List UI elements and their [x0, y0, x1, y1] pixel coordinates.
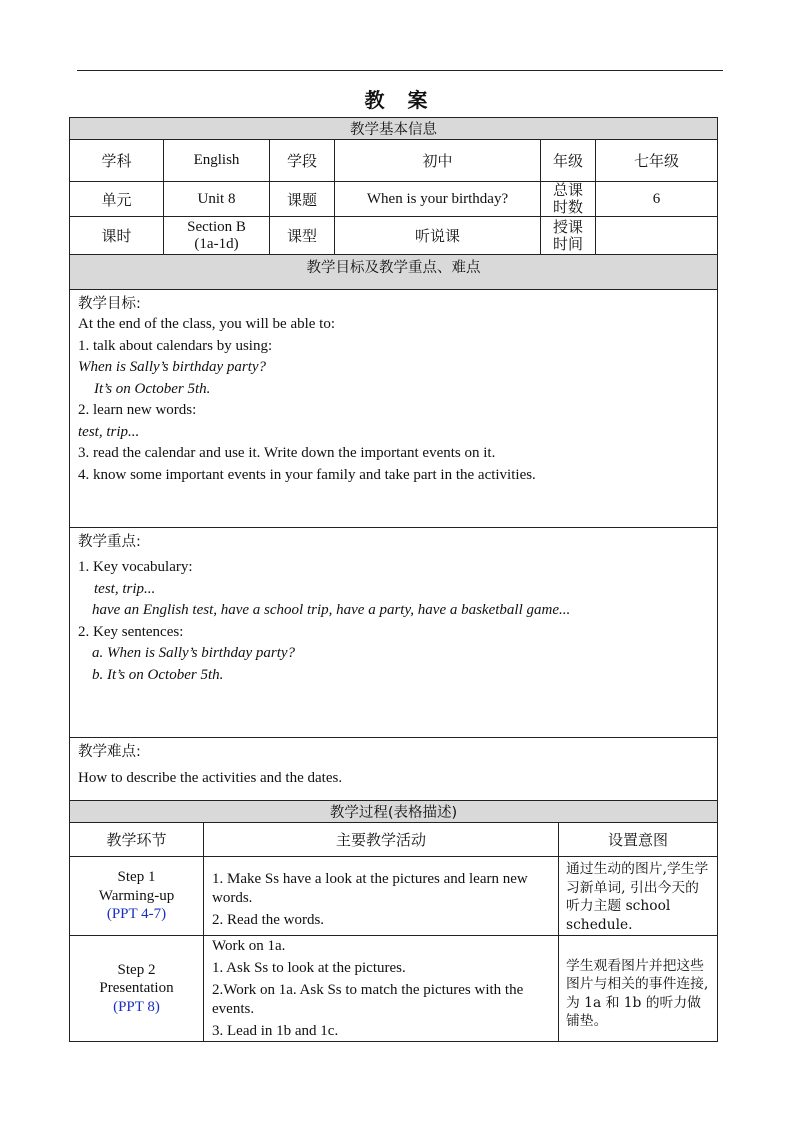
label-topic: 课题 — [270, 182, 335, 217]
label-period: 课时 — [70, 217, 164, 255]
label-subject: 学科 — [70, 140, 164, 182]
activity-line: Work on 1a. — [212, 938, 286, 954]
table-row — [70, 936, 718, 1042]
column-header-step: 教学环节 — [70, 823, 204, 857]
value-period: Section B (1a-1d) — [164, 217, 270, 255]
activity-line: 2.Work on 1a. Ask Ss to match the pictures with the events. — [212, 982, 524, 1017]
step-cell — [70, 857, 204, 936]
key-title: 教学重点: — [78, 534, 141, 550]
activity-cell — [204, 857, 559, 936]
difficult-title: 教学难点: — [78, 744, 141, 760]
key-line: a. When is Sally’s birthday party? — [92, 645, 296, 661]
objectives-header: 教学目标及教学重点、难点 — [70, 255, 718, 290]
column-header-activity: 主要教学活动 — [204, 823, 559, 857]
label-unit: 单元 — [70, 182, 164, 217]
activity-cell — [204, 936, 559, 1042]
process-table — [69, 800, 718, 1042]
goals-line: It’s on October 5th. — [94, 380, 211, 397]
label-grade: 年级 — [541, 140, 596, 182]
header-rule — [77, 70, 723, 71]
key-line: test, trip... — [94, 580, 156, 597]
goals-line: 2. learn new words: — [78, 402, 197, 418]
goals-line: At the end of the class, you will be able to: — [78, 316, 336, 332]
step-number: Step 1 — [117, 869, 156, 886]
step-name: Warming-up — [98, 887, 175, 904]
basic-info-table — [69, 117, 718, 806]
value-topic: When is your birthday? — [335, 182, 541, 217]
activity-line: 1. Make Ss have a look at the pictures and learn new words. — [212, 871, 528, 906]
column-header-purpose: 设置意图 — [559, 823, 718, 857]
purpose-cell: 学生观看图片并把这些图片与相关的事件连接, 为 1a 和 1b 的听力做铺垫。 — [559, 936, 718, 1042]
ppt-reference: (PPT 4-7) — [106, 906, 167, 923]
ppt-reference: (PPT 8) — [113, 998, 160, 1015]
goals-line: test, trip... — [78, 423, 140, 440]
value-teach-time — [596, 217, 718, 255]
step-number: Step 2 — [117, 961, 156, 978]
activity-line: 1. Ask Ss to look at the pictures. — [212, 960, 406, 976]
value-lesson-type: 听说课 — [335, 217, 541, 255]
label-teach-time: 授课 时间 — [541, 217, 596, 255]
label-lesson-type: 课型 — [270, 217, 335, 255]
goals-line: When is Sally’s birthday party? — [78, 359, 267, 375]
value-subject: English — [164, 140, 270, 182]
teaching-difficulties — [70, 738, 718, 806]
goals-line: 4. know some important events in your family and take part in the activities. — [78, 466, 536, 483]
activity-line: 2. Read the words. — [212, 912, 325, 928]
value-total-hours: 6 — [596, 182, 718, 217]
value-grade: 七年级 — [596, 140, 718, 182]
value-stage: 初中 — [335, 140, 541, 182]
step-name: Presentation — [99, 980, 174, 997]
activity-line: 3. Lead in 1b and 1c. — [212, 1023, 339, 1039]
goals-title: 教学目标: — [78, 296, 141, 312]
key-line: 2. Key sentences: — [78, 623, 184, 640]
key-line: b. It’s on October 5th. — [92, 666, 224, 683]
document-title: 教 案 — [364, 88, 436, 112]
value-unit: Unit 8 — [164, 182, 270, 217]
basic-info-header: 教学基本信息 — [70, 118, 718, 140]
purpose-cell: 通过生动的图片,学生学习新单词, 引出今天的听力主题 school schedule. — [559, 857, 718, 936]
teaching-goals — [70, 290, 718, 528]
key-line: 1. Key vocabulary: — [78, 559, 193, 575]
key-line: have an English test, have a school trip, have a party, have a basketball game... — [92, 602, 571, 618]
label-stage: 学段 — [270, 140, 335, 182]
process-header: 教学过程(表格描述) — [70, 801, 718, 823]
label-total-hours: 总课 时数 — [541, 182, 596, 217]
step-cell — [70, 936, 204, 1042]
goals-line: 3. read the calendar and use it. Write down the important events on it. — [78, 445, 496, 461]
teaching-key-points — [70, 528, 718, 738]
goals-line: 1. talk about calendars by using: — [78, 337, 273, 354]
table-row — [70, 857, 718, 936]
difficult-line: How to describe the activities and the dates. — [78, 770, 343, 786]
